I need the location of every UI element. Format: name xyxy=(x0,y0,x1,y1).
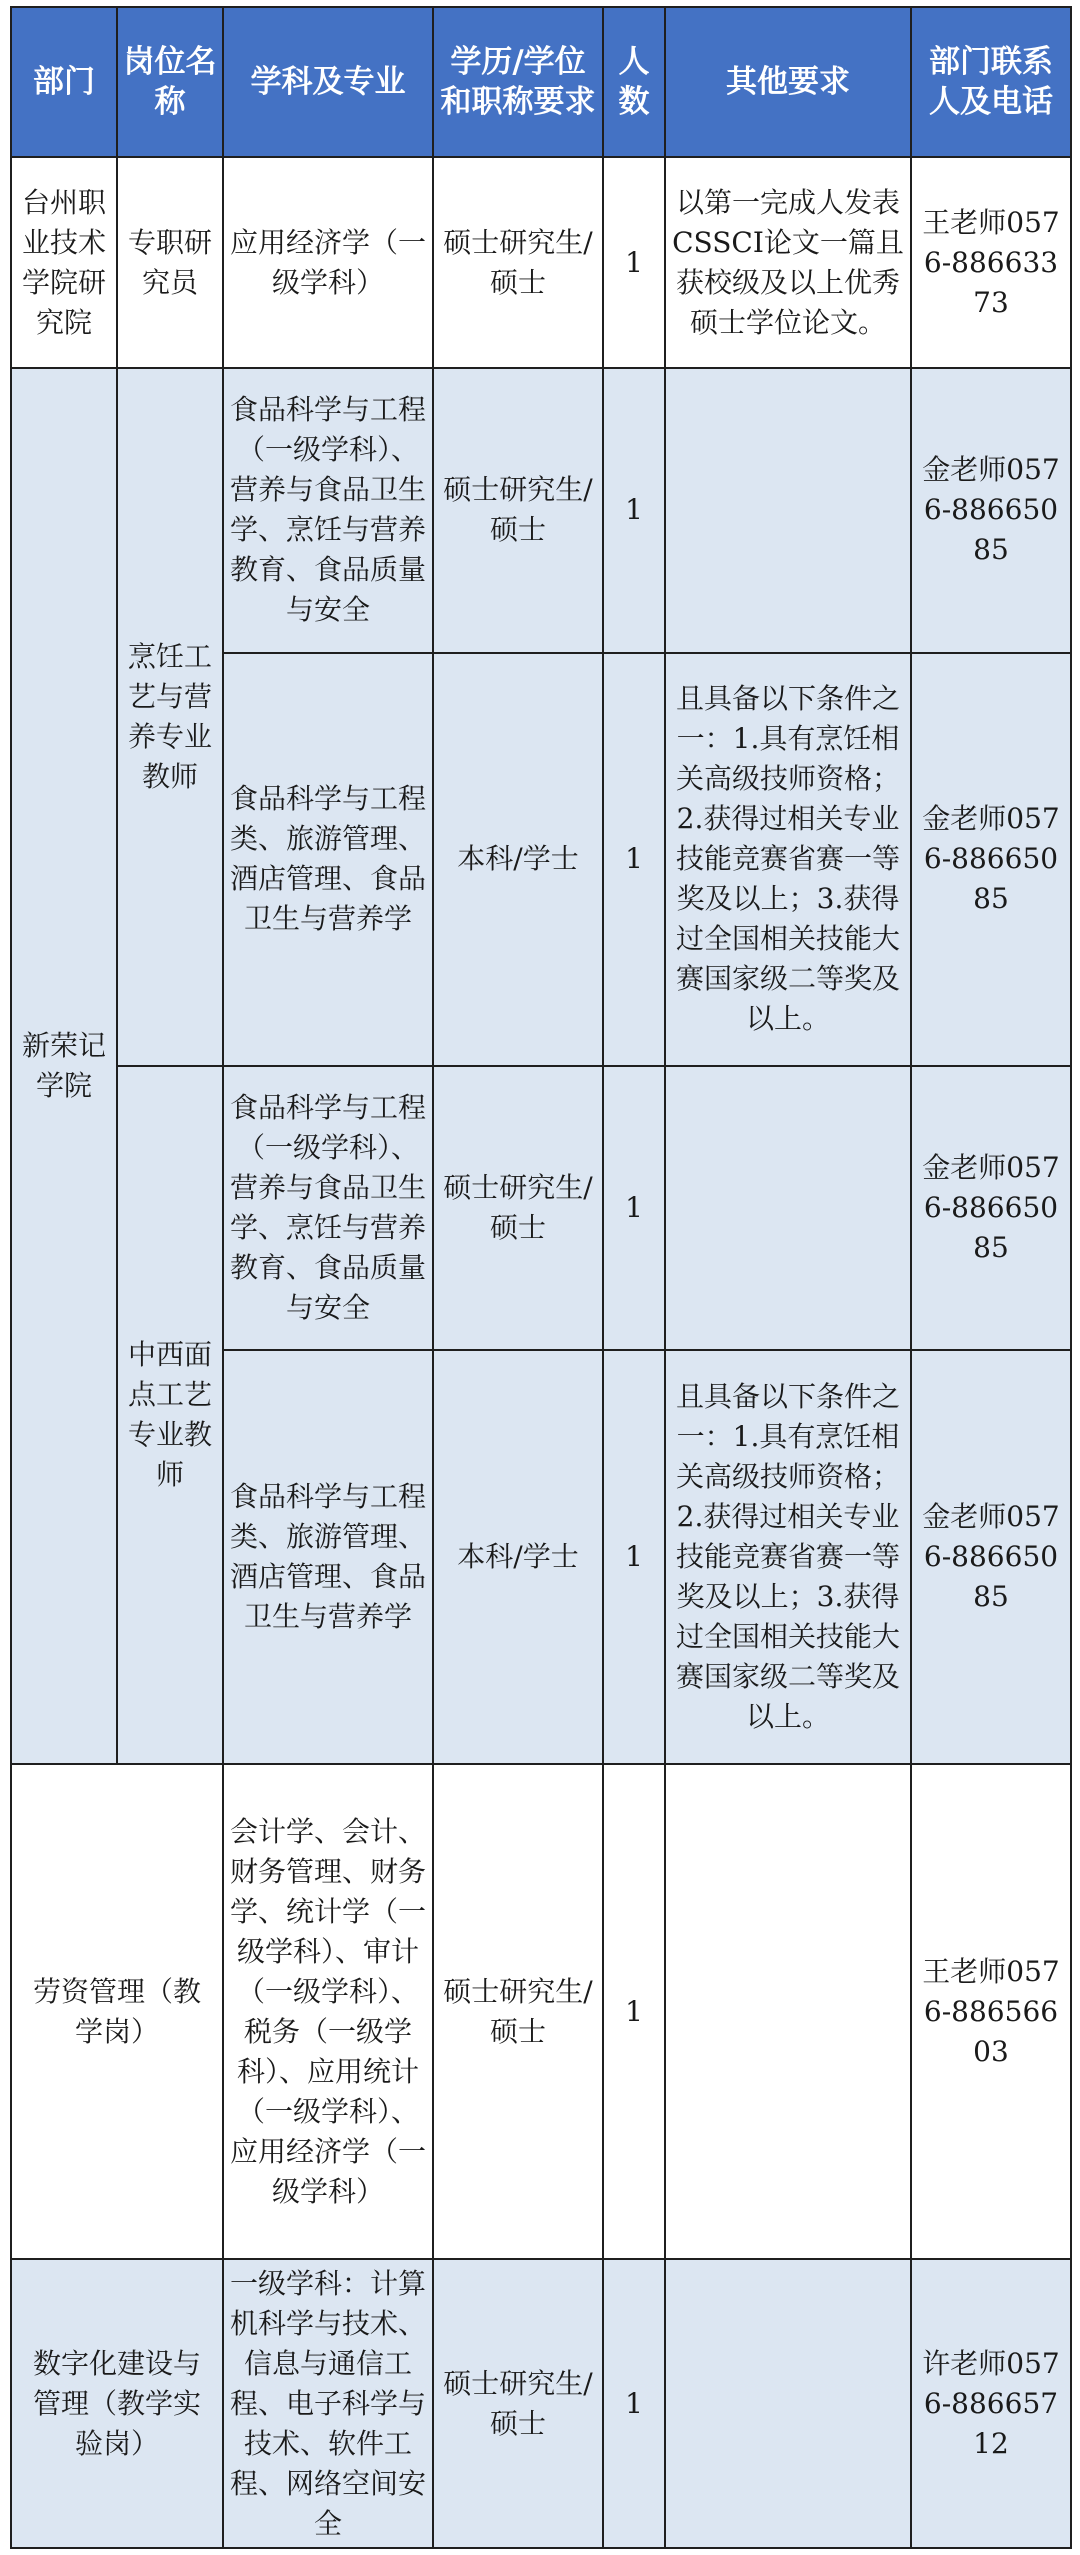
position-cell: 中西面点工艺专业教师 xyxy=(117,1066,223,1765)
other-cell xyxy=(665,1764,911,2259)
degree-cell: 硕士研究生/硕士 xyxy=(433,1764,603,2259)
degree-cell: 硕士研究生/硕士 xyxy=(433,1066,603,1351)
table-row xyxy=(11,2259,1071,2548)
recruitment-table xyxy=(10,6,1072,2549)
other-cell: 且具备以下条件之一：1.具有烹饪相关高级技师资格；2.获得过相关专业技能竞赛省赛一等奖及以上；3.获得过全国相关技能大赛国家级二等奖及以上。 xyxy=(665,1350,911,1764)
contact-cell: 王老师0576-88656603 xyxy=(911,1764,1071,2259)
major-cell: 一级学科：计算机科学与技术、信息与通信工程、电子科学与技术、软件工程、网络空间安全 xyxy=(223,2259,433,2548)
table-row xyxy=(11,368,1071,653)
dept-position-cell: 劳资管理（教学岗） xyxy=(11,1764,223,2259)
contact-cell: 许老师0576-88665712 xyxy=(911,2259,1071,2548)
major-cell: 食品科学与工程（一级学科）、营养与食品卫生学、烹饪与营养教育、食品质量与安全 xyxy=(223,1066,433,1351)
other-cell xyxy=(665,2259,911,2548)
dept-position-cell: 数字化建设与管理（教学实验岗） xyxy=(11,2259,223,2548)
header-position: 岗位名称 xyxy=(117,7,223,157)
contact-cell: 金老师0576-88665085 xyxy=(911,368,1071,653)
count-cell: 1 xyxy=(603,157,665,368)
other-cell: 以第一完成人发表CSSCI论文一篇且获校级及以上优秀硕士学位论文。 xyxy=(665,157,911,368)
header-other: 其他要求 xyxy=(665,7,911,157)
count-cell: 1 xyxy=(603,1764,665,2259)
table-row xyxy=(11,1764,1071,2259)
header-dept: 部门 xyxy=(11,7,117,157)
contact-cell: 王老师0576-88663373 xyxy=(911,157,1071,368)
contact-cell: 金老师0576-88665085 xyxy=(911,653,1071,1066)
count-cell: 1 xyxy=(603,2259,665,2548)
count-cell: 1 xyxy=(603,1066,665,1351)
major-cell: 食品科学与工程（一级学科）、营养与食品卫生学、烹饪与营养教育、食品质量与安全 xyxy=(223,368,433,653)
position-cell: 烹饪工艺与营养专业教师 xyxy=(117,368,223,1066)
degree-cell: 硕士研究生/硕士 xyxy=(433,157,603,368)
table-row xyxy=(11,157,1071,368)
header-count: 人数 xyxy=(603,7,665,157)
major-cell: 应用经济学（一级学科） xyxy=(223,157,433,368)
contact-cell: 金老师0576-88665085 xyxy=(911,1066,1071,1351)
header-degree: 学历/学位和职称要求 xyxy=(433,7,603,157)
other-cell xyxy=(665,1066,911,1351)
count-cell: 1 xyxy=(603,653,665,1066)
table-header-row xyxy=(11,7,1071,157)
contact-cell: 金老师0576-88665085 xyxy=(911,1350,1071,1764)
header-contact: 部门联系人及电话 xyxy=(911,7,1071,157)
degree-cell: 本科/学士 xyxy=(433,1350,603,1764)
degree-cell: 本科/学士 xyxy=(433,653,603,1066)
count-cell: 1 xyxy=(603,1350,665,1764)
other-cell: 且具备以下条件之一：1.具有烹饪相关高级技师资格；2.获得过相关专业技能竞赛省赛一等奖及以上；3.获得过全国相关技能大赛国家级二等奖及以上。 xyxy=(665,653,911,1066)
dept-cell: 新荣记学院 xyxy=(11,368,117,1764)
degree-cell: 硕士研究生/硕士 xyxy=(433,368,603,653)
major-cell: 会计学、会计、财务管理、财务学、统计学（一级学科）、审计（一级学科）、税务（一级学科）、应用统计（一级学科）、应用经济学（一级学科） xyxy=(223,1764,433,2259)
position-cell: 专职研究员 xyxy=(117,157,223,368)
major-cell: 食品科学与工程类、旅游管理、酒店管理、食品卫生与营养学 xyxy=(223,653,433,1066)
degree-cell: 硕士研究生/硕士 xyxy=(433,2259,603,2548)
count-cell: 1 xyxy=(603,368,665,653)
major-cell: 食品科学与工程类、旅游管理、酒店管理、食品卫生与营养学 xyxy=(223,1350,433,1764)
other-cell xyxy=(665,368,911,653)
header-major: 学科及专业 xyxy=(223,7,433,157)
dept-cell: 台州职业技术学院研究院 xyxy=(11,157,117,368)
table-row xyxy=(11,1066,1071,1351)
